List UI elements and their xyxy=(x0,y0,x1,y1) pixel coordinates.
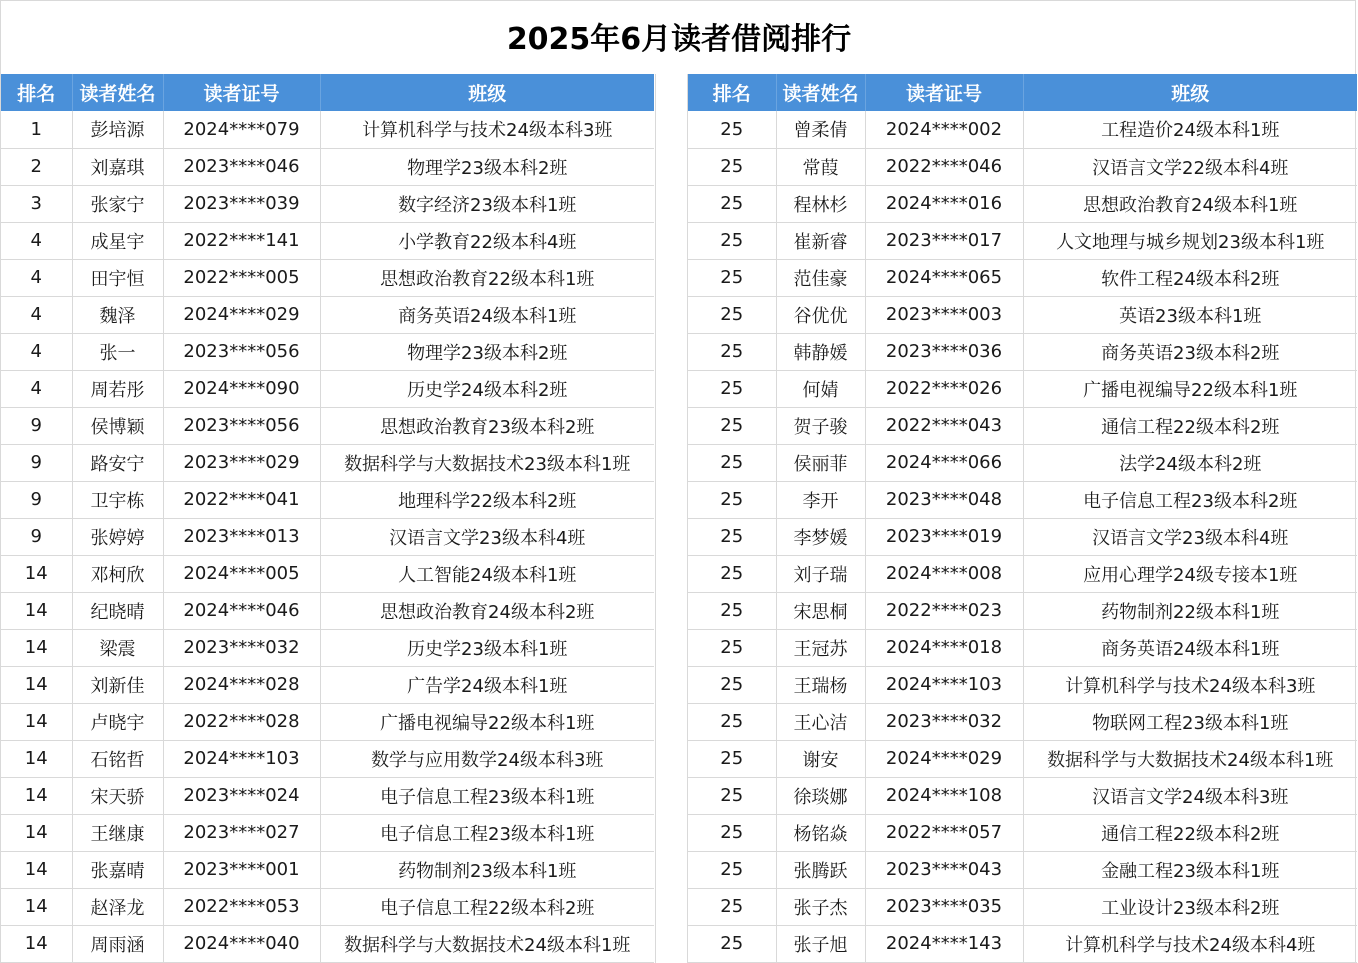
class-cell: 商务英语23级本科2班 xyxy=(1023,333,1357,370)
reader-name-cell: 程林杉 xyxy=(776,185,865,222)
card-number-cell: 2024****066 xyxy=(865,444,1023,481)
reader-name-cell: 张子旭 xyxy=(776,925,865,962)
rank-cell: 4 xyxy=(1,259,72,296)
card-number-cell: 2022****041 xyxy=(163,481,320,518)
card-number-cell: 2024****008 xyxy=(865,555,1023,592)
card-number-cell: 2022****053 xyxy=(163,888,320,925)
table-row xyxy=(688,814,1357,851)
class-cell: 法学24级本科2班 xyxy=(1023,444,1357,481)
header-row xyxy=(1,74,654,111)
class-cell: 广播电视编导22级本科1班 xyxy=(320,703,654,740)
class-cell: 药物制剂23级本科1班 xyxy=(320,851,654,888)
class-cell: 英语23级本科1班 xyxy=(1023,296,1357,333)
table-row xyxy=(688,222,1357,259)
header-card: 读者证号 xyxy=(865,74,1023,111)
rank-cell: 25 xyxy=(688,148,776,185)
class-cell: 软件工程24级本科2班 xyxy=(1023,259,1357,296)
rank-cell: 14 xyxy=(1,555,72,592)
card-number-cell: 2023****056 xyxy=(163,333,320,370)
rank-cell: 9 xyxy=(1,481,72,518)
rank-cell: 25 xyxy=(688,333,776,370)
table-row xyxy=(688,740,1357,777)
card-number-cell: 2023****001 xyxy=(163,851,320,888)
reader-name-cell: 石铭哲 xyxy=(72,740,163,777)
rank-cell: 14 xyxy=(1,740,72,777)
card-number-cell: 2023****032 xyxy=(865,703,1023,740)
table-row xyxy=(1,444,654,481)
rank-cell: 14 xyxy=(1,851,72,888)
table-row xyxy=(1,259,654,296)
table-row xyxy=(688,407,1357,444)
table-row xyxy=(1,814,654,851)
rank-cell: 14 xyxy=(1,814,72,851)
rank-cell: 25 xyxy=(688,259,776,296)
card-number-cell: 2024****079 xyxy=(163,111,320,148)
reader-name-cell: 宋思桐 xyxy=(776,592,865,629)
card-number-cell: 2023****043 xyxy=(865,851,1023,888)
reader-name-cell: 李梦媛 xyxy=(776,518,865,555)
card-number-cell: 2022****026 xyxy=(865,370,1023,407)
card-number-cell: 2024****108 xyxy=(865,777,1023,814)
rank-cell: 25 xyxy=(688,666,776,703)
rank-cell: 25 xyxy=(688,555,776,592)
class-cell: 数据科学与大数据技术24级本科1班 xyxy=(1023,740,1357,777)
class-cell: 工程造价24级本科1班 xyxy=(1023,111,1357,148)
card-number-cell: 2024****065 xyxy=(865,259,1023,296)
reader-name-cell: 张腾跃 xyxy=(776,851,865,888)
rank-cell: 25 xyxy=(688,444,776,481)
table-row xyxy=(1,888,654,925)
reader-name-cell: 刘新佳 xyxy=(72,666,163,703)
class-cell: 人工智能24级本科1班 xyxy=(320,555,654,592)
card-number-cell: 2023****017 xyxy=(865,222,1023,259)
header-class: 班级 xyxy=(320,74,654,111)
reader-name-cell: 韩静媛 xyxy=(776,333,865,370)
reader-name-cell: 张一 xyxy=(72,333,163,370)
reader-name-cell: 王继康 xyxy=(72,814,163,851)
class-cell: 广播电视编导22级本科1班 xyxy=(1023,370,1357,407)
card-number-cell: 2024****002 xyxy=(865,111,1023,148)
rank-cell: 25 xyxy=(688,370,776,407)
class-cell: 电子信息工程22级本科2班 xyxy=(320,888,654,925)
card-number-cell: 2022****141 xyxy=(163,222,320,259)
header-row xyxy=(688,74,1357,111)
rank-cell: 25 xyxy=(688,407,776,444)
reader-name-cell: 李开 xyxy=(776,481,865,518)
rank-cell: 9 xyxy=(1,444,72,481)
class-cell: 药物制剂22级本科1班 xyxy=(1023,592,1357,629)
table-row xyxy=(688,111,1357,148)
class-cell: 金融工程23级本科1班 xyxy=(1023,851,1357,888)
class-cell: 思想政治教育24级本科1班 xyxy=(1023,185,1357,222)
reader-name-cell: 卫宇栋 xyxy=(72,481,163,518)
header-rank: 排名 xyxy=(1,74,72,111)
reader-name-cell: 杨铭焱 xyxy=(776,814,865,851)
class-cell: 地理科学22级本科2班 xyxy=(320,481,654,518)
class-cell: 商务英语24级本科1班 xyxy=(320,296,654,333)
rank-cell: 9 xyxy=(1,518,72,555)
rank-cell: 25 xyxy=(688,888,776,925)
class-cell: 汉语言文学23级本科4班 xyxy=(320,518,654,555)
card-number-cell: 2022****046 xyxy=(865,148,1023,185)
table-row xyxy=(1,222,654,259)
class-cell: 广告学24级本科1班 xyxy=(320,666,654,703)
reader-name-cell: 梁震 xyxy=(72,629,163,666)
card-number-cell: 2024****040 xyxy=(163,925,320,962)
rank-cell: 25 xyxy=(688,185,776,222)
table-row xyxy=(688,592,1357,629)
table-row xyxy=(1,555,654,592)
card-number-cell: 2023****036 xyxy=(865,333,1023,370)
rank-cell: 4 xyxy=(1,222,72,259)
card-number-cell: 2023****013 xyxy=(163,518,320,555)
table-row xyxy=(688,259,1357,296)
ranking-body-left xyxy=(1,111,654,962)
rank-cell: 25 xyxy=(688,629,776,666)
table-row xyxy=(1,296,654,333)
rank-cell: 14 xyxy=(1,666,72,703)
rank-cell: 25 xyxy=(688,481,776,518)
reader-name-cell: 彭培源 xyxy=(72,111,163,148)
card-number-cell: 2023****046 xyxy=(163,148,320,185)
class-cell: 通信工程22级本科2班 xyxy=(1023,407,1357,444)
reader-name-cell: 卢晓宇 xyxy=(72,703,163,740)
card-number-cell: 2024****018 xyxy=(865,629,1023,666)
class-cell: 工业设计23级本科2班 xyxy=(1023,888,1357,925)
card-number-cell: 2024****005 xyxy=(163,555,320,592)
reader-name-cell: 路安宁 xyxy=(72,444,163,481)
rank-cell: 14 xyxy=(1,777,72,814)
rank-cell: 14 xyxy=(1,925,72,962)
card-number-cell: 2023****032 xyxy=(163,629,320,666)
rank-cell: 25 xyxy=(688,851,776,888)
table-row xyxy=(1,777,654,814)
reader-name-cell: 贺子骏 xyxy=(776,407,865,444)
table-row xyxy=(1,111,654,148)
card-number-cell: 2022****043 xyxy=(865,407,1023,444)
card-number-cell: 2022****005 xyxy=(163,259,320,296)
reader-name-cell: 何婧 xyxy=(776,370,865,407)
rank-cell: 14 xyxy=(1,703,72,740)
ranking-table-left xyxy=(1,74,654,963)
reader-name-cell: 赵泽龙 xyxy=(72,888,163,925)
class-cell: 应用心理学24级专接本1班 xyxy=(1023,555,1357,592)
reader-name-cell: 刘嘉琪 xyxy=(72,148,163,185)
class-cell: 汉语言文学24级本科3班 xyxy=(1023,777,1357,814)
rank-cell: 4 xyxy=(1,370,72,407)
reader-name-cell: 谢安 xyxy=(776,740,865,777)
table-row xyxy=(688,888,1357,925)
reader-name-cell: 周若彤 xyxy=(72,370,163,407)
rank-cell: 25 xyxy=(688,740,776,777)
reader-name-cell: 徐琰娜 xyxy=(776,777,865,814)
rank-cell: 3 xyxy=(1,185,72,222)
card-number-cell: 2023****027 xyxy=(163,814,320,851)
class-cell: 计算机科学与技术24级本科3班 xyxy=(320,111,654,148)
reader-name-cell: 宋天骄 xyxy=(72,777,163,814)
rank-cell: 25 xyxy=(688,222,776,259)
rank-cell: 25 xyxy=(688,518,776,555)
reader-name-cell: 田宇恒 xyxy=(72,259,163,296)
class-cell: 历史学24级本科2班 xyxy=(320,370,654,407)
card-number-cell: 2022****057 xyxy=(865,814,1023,851)
class-cell: 通信工程22级本科2班 xyxy=(1023,814,1357,851)
reader-name-cell: 魏泽 xyxy=(72,296,163,333)
header-rank: 排名 xyxy=(688,74,776,111)
class-cell: 数据科学与大数据技术23级本科1班 xyxy=(320,444,654,481)
card-number-cell: 2024****103 xyxy=(163,740,320,777)
table-row xyxy=(688,481,1357,518)
table-row xyxy=(1,925,654,962)
card-number-cell: 2023****029 xyxy=(163,444,320,481)
class-cell: 物理学23级本科2班 xyxy=(320,333,654,370)
table-row xyxy=(688,925,1357,962)
reader-name-cell: 张婷婷 xyxy=(72,518,163,555)
header-name: 读者姓名 xyxy=(776,74,865,111)
class-cell: 汉语言文学22级本科4班 xyxy=(1023,148,1357,185)
rank-cell: 14 xyxy=(1,888,72,925)
header-class: 班级 xyxy=(1023,74,1357,111)
rank-cell: 14 xyxy=(1,592,72,629)
reader-name-cell: 谷优优 xyxy=(776,296,865,333)
reader-name-cell: 侯丽菲 xyxy=(776,444,865,481)
class-cell: 电子信息工程23级本科2班 xyxy=(1023,481,1357,518)
reader-name-cell: 常葭 xyxy=(776,148,865,185)
table-row xyxy=(688,296,1357,333)
reader-name-cell: 曾柔倩 xyxy=(776,111,865,148)
table-row xyxy=(1,333,654,370)
table-row xyxy=(1,851,654,888)
class-cell: 电子信息工程23级本科1班 xyxy=(320,814,654,851)
card-number-cell: 2023****039 xyxy=(163,185,320,222)
card-number-cell: 2024****143 xyxy=(865,925,1023,962)
class-cell: 物理学23级本科2班 xyxy=(320,148,654,185)
class-cell: 汉语言文学23级本科4班 xyxy=(1023,518,1357,555)
table-row xyxy=(688,555,1357,592)
reader-name-cell: 邓柯欣 xyxy=(72,555,163,592)
header-name: 读者姓名 xyxy=(72,74,163,111)
table-row xyxy=(1,740,654,777)
rank-cell: 1 xyxy=(1,111,72,148)
rank-cell: 2 xyxy=(1,148,72,185)
table-row xyxy=(1,629,654,666)
class-cell: 思想政治教育22级本科1班 xyxy=(320,259,654,296)
table-gap xyxy=(655,74,688,963)
class-cell: 人文地理与城乡规划23级本科1班 xyxy=(1023,222,1357,259)
class-cell: 计算机科学与技术24级本科4班 xyxy=(1023,925,1357,962)
table-row xyxy=(688,148,1357,185)
class-cell: 数据科学与大数据技术24级本科1班 xyxy=(320,925,654,962)
table-row xyxy=(688,185,1357,222)
class-cell: 数学与应用数学24级本科3班 xyxy=(320,740,654,777)
class-cell: 历史学23级本科1班 xyxy=(320,629,654,666)
card-number-cell: 2023****056 xyxy=(163,407,320,444)
card-number-cell: 2023****048 xyxy=(865,481,1023,518)
class-cell: 商务英语24级本科1班 xyxy=(1023,629,1357,666)
ranking-body-right xyxy=(688,111,1357,962)
card-number-cell: 2024****016 xyxy=(865,185,1023,222)
class-cell: 计算机科学与技术24级本科3班 xyxy=(1023,666,1357,703)
table-row xyxy=(1,518,654,555)
table-row xyxy=(688,777,1357,814)
table-row xyxy=(1,481,654,518)
card-number-cell: 2024****029 xyxy=(163,296,320,333)
rank-cell: 25 xyxy=(688,777,776,814)
card-number-cell: 2023****024 xyxy=(163,777,320,814)
table-row xyxy=(688,851,1357,888)
card-number-cell: 2024****028 xyxy=(163,666,320,703)
rank-cell: 9 xyxy=(1,407,72,444)
card-number-cell: 2024****090 xyxy=(163,370,320,407)
card-number-cell: 2023****003 xyxy=(865,296,1023,333)
page-title: 2025年6月读者借阅排行 xyxy=(506,22,852,57)
table-row xyxy=(1,666,654,703)
class-cell: 数字经济23级本科1班 xyxy=(320,185,654,222)
reader-name-cell: 崔新睿 xyxy=(776,222,865,259)
header-card: 读者证号 xyxy=(163,74,320,111)
rank-cell: 25 xyxy=(688,814,776,851)
class-cell: 小学教育22级本科4班 xyxy=(320,222,654,259)
table-row xyxy=(1,592,654,629)
table-row xyxy=(688,333,1357,370)
rank-cell: 25 xyxy=(688,296,776,333)
table-row xyxy=(1,370,654,407)
rank-cell: 25 xyxy=(688,703,776,740)
card-number-cell: 2023****035 xyxy=(865,888,1023,925)
class-cell: 思想政治教育23级本科2班 xyxy=(320,407,654,444)
table-row xyxy=(688,666,1357,703)
rank-cell: 4 xyxy=(1,296,72,333)
table-row xyxy=(1,407,654,444)
reader-name-cell: 范佳豪 xyxy=(776,259,865,296)
rank-cell: 25 xyxy=(688,592,776,629)
reader-name-cell: 王冠苏 xyxy=(776,629,865,666)
reader-name-cell: 侯博颖 xyxy=(72,407,163,444)
table-row xyxy=(1,148,654,185)
class-cell: 思想政治教育24级本科2班 xyxy=(320,592,654,629)
reader-name-cell: 张家宁 xyxy=(72,185,163,222)
card-number-cell: 2023****019 xyxy=(865,518,1023,555)
table-row xyxy=(1,185,654,222)
table-row xyxy=(688,444,1357,481)
card-number-cell: 2024****029 xyxy=(865,740,1023,777)
card-number-cell: 2024****103 xyxy=(865,666,1023,703)
rank-cell: 4 xyxy=(1,333,72,370)
card-number-cell: 2022****023 xyxy=(865,592,1023,629)
reader-name-cell: 王瑞杨 xyxy=(776,666,865,703)
rank-cell: 14 xyxy=(1,629,72,666)
rank-cell: 25 xyxy=(688,111,776,148)
table-row xyxy=(1,703,654,740)
table-row xyxy=(688,629,1357,666)
reader-name-cell: 周雨涵 xyxy=(72,925,163,962)
reader-name-cell: 纪晓晴 xyxy=(72,592,163,629)
card-number-cell: 2024****046 xyxy=(163,592,320,629)
ranking-table-right xyxy=(688,74,1357,963)
table-row xyxy=(688,518,1357,555)
class-cell: 电子信息工程23级本科1班 xyxy=(320,777,654,814)
rank-cell: 25 xyxy=(688,925,776,962)
table-row xyxy=(688,370,1357,407)
reader-name-cell: 刘子瑞 xyxy=(776,555,865,592)
reader-name-cell: 王心洁 xyxy=(776,703,865,740)
reader-name-cell: 成星宇 xyxy=(72,222,163,259)
card-number-cell: 2022****028 xyxy=(163,703,320,740)
table-row xyxy=(688,703,1357,740)
reader-name-cell: 张子杰 xyxy=(776,888,865,925)
class-cell: 物联网工程23级本科1班 xyxy=(1023,703,1357,740)
reader-name-cell: 张嘉晴 xyxy=(72,851,163,888)
